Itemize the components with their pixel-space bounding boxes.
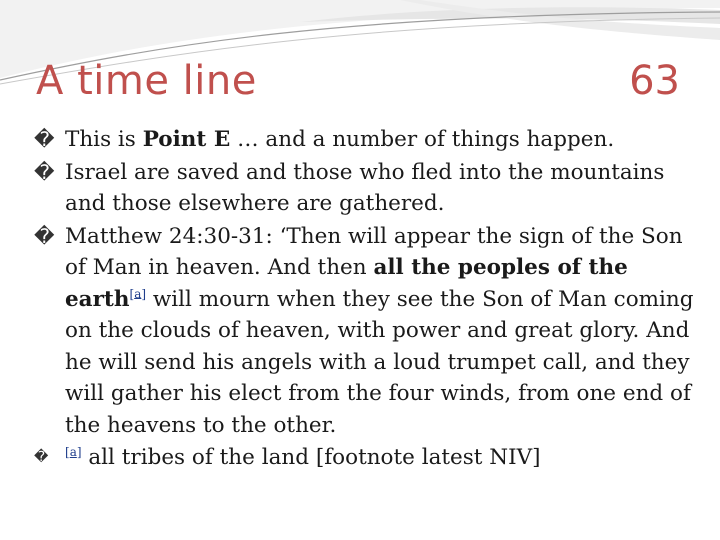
bullet-point-e bbox=[34, 124, 694, 156]
bullet-glyph-icon: � bbox=[34, 223, 55, 248]
bullet-bold-text: all the peoples of the earth bbox=[65, 255, 628, 312]
bullet-text: will mourn when they see the Son of Man coming on the clouds of heaven, with power and great glory. And he will send his angels with a loud trumpet call, and they will gather his elect from the four winds, from one end of the heavens to the other. bbox=[65, 286, 694, 438]
bullet-text: This is bbox=[65, 127, 143, 152]
bullet-matthew-quote bbox=[34, 221, 694, 442]
bullet-bold-text: Point E bbox=[142, 127, 231, 152]
bullet-footnote bbox=[34, 442, 694, 474]
bullet-glyph-icon: � bbox=[34, 127, 55, 151]
slide-title: A time line bbox=[36, 58, 257, 104]
bullet-text: … and a number of things happen. bbox=[230, 127, 615, 152]
footnote-ref-link[interactable]: [a] bbox=[129, 286, 147, 301]
bullet-glyph-icon: � bbox=[34, 449, 49, 465]
footnote-marker-link[interactable]: [a] bbox=[65, 444, 82, 459]
slide-body bbox=[34, 124, 694, 475]
bullet-glyph-icon: � bbox=[34, 159, 55, 184]
bullet-text: Israel are saved and those who fled into the mountains and those elsewhere are gathered. bbox=[65, 159, 665, 216]
bullet-text: Matthew 24:30-31: ‘Then will appear the sign of the Son of Man in heaven. And then bbox=[65, 223, 683, 280]
bullet-israel-saved bbox=[34, 157, 694, 220]
footnote-text: all tribes of the land [footnote latest NIV] bbox=[81, 445, 541, 470]
slide-number: 63 bbox=[629, 58, 680, 104]
